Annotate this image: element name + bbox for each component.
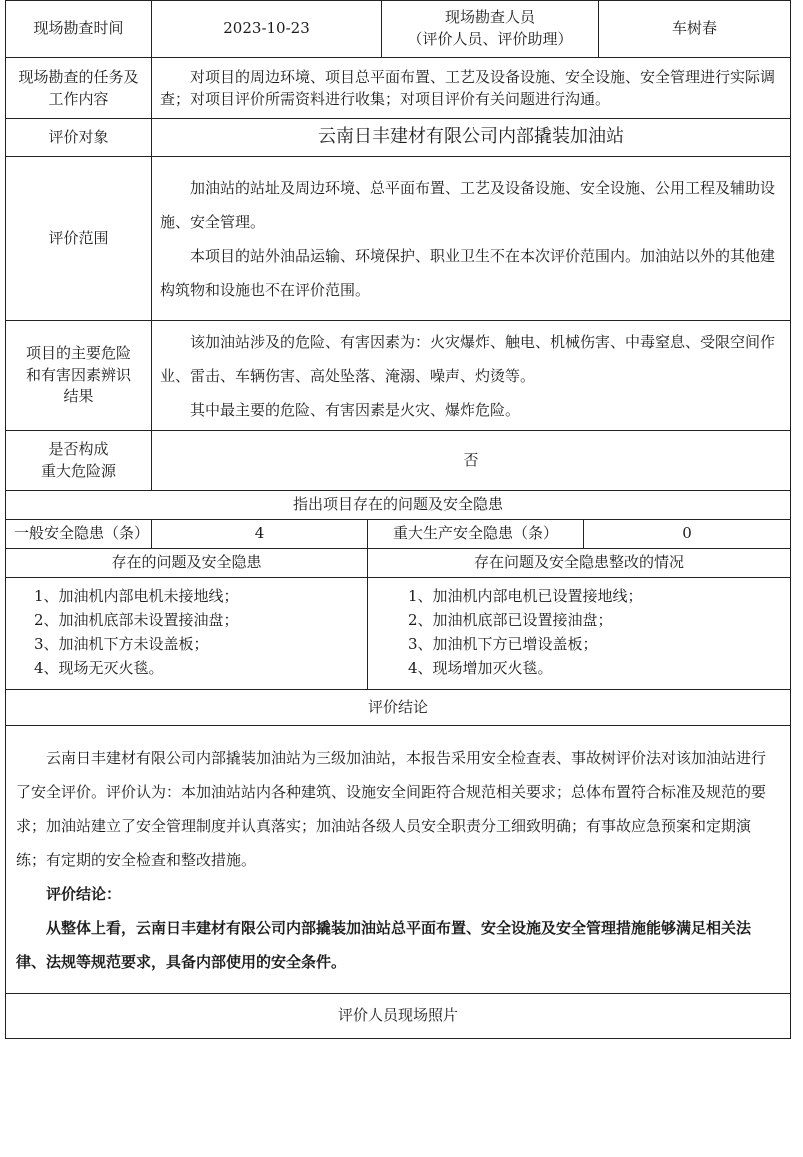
object-label: 评价对象 bbox=[6, 119, 152, 157]
conclusion-header: 评价结论 bbox=[6, 690, 791, 726]
rectification-list bbox=[368, 578, 791, 690]
major-hazard-value: 否 bbox=[152, 431, 791, 491]
major-hazard-label-line1: 是否构成 bbox=[48, 439, 109, 458]
list-item: 3、加油机下方未设盖板； bbox=[34, 635, 209, 653]
scope-para-1: 加油站的站址及周边环境、总平面布置、工艺及设备设施、安全设施、公用工程及辅助设施、安全管理。 bbox=[160, 178, 776, 231]
conclusion-bold-paragraph: 从整体上看，云南日丰建材有限公司内部撬装加油站总平面布置、安全设施及安全管理措施能够满足相关法律、法规等规范要求，具备内部使用的安全条件。 bbox=[16, 918, 752, 971]
list-item: 1、加油机内部电机未接地线； bbox=[34, 587, 239, 605]
hazards-label-line2: 和有害因素辨识 bbox=[25, 365, 131, 384]
conclusion-paragraph: 云南日丰建材有限公司内部撬装加油站为三级加油站，本报告采用安全检查表、事故树评价法对该加油站进行了安全评价。评价认为：本加油站站内各种建筑、设施安全间距符合规范相关要求；总体布置符合标准及规范的要求；加油站建立了安全管理制度并认真落实；加油站各级人员安全职责分工细致明确；有事故应急预案和定期演练；有定期的安全检查和整改措施。 bbox=[16, 748, 767, 869]
hazards-label bbox=[6, 321, 152, 431]
survey-time-label: 现场勘查时间 bbox=[6, 1, 152, 58]
survey-time-value: 2023-10-23 bbox=[152, 1, 382, 58]
general-hazard-count: 4 bbox=[152, 520, 368, 549]
hazards-para-1: 该加油站涉及的危险、有害因素为：火灾爆炸、触电、机械伤害、中毒窒息、受限空间作业、雷击、车辆伤害、高处坠落、淹溺、噪声、灼烫等。 bbox=[160, 332, 776, 385]
list-item: 1、加油机内部电机已设置接地线； bbox=[408, 587, 643, 605]
hazards-label-line3: 结果 bbox=[63, 387, 94, 406]
survey-personnel-label-line1: 现场勘查人员 bbox=[445, 8, 536, 27]
survey-personnel-value: 车树春 bbox=[599, 1, 791, 58]
conclusion-subhead: 评价结论： bbox=[46, 884, 122, 903]
general-hazard-label: 一般安全隐患（条） bbox=[6, 520, 152, 549]
survey-record-table bbox=[5, 0, 791, 1039]
list-item: 2、加油机底部未设置接油盘； bbox=[34, 611, 239, 629]
scope-label: 评价范围 bbox=[6, 157, 152, 321]
survey-personnel-label bbox=[382, 1, 599, 58]
major-hazard-label-line2: 重大危险源 bbox=[40, 461, 116, 480]
list-item: 3、加油机下方已增设盖板； bbox=[408, 635, 598, 653]
scope-para-2: 本项目的站外油品运输、环境保护、职业卫生不在本次评价范围内。加油站以外的其他建构筑物和设施也不在评价范围。 bbox=[160, 246, 776, 299]
problems-list bbox=[6, 578, 368, 690]
major-hazard-count: 0 bbox=[584, 520, 791, 549]
hazards-para-2: 其中最主要的危险、有害因素是火灾、爆炸危险。 bbox=[190, 400, 521, 419]
hazards-label-line1: 项目的主要危险 bbox=[25, 343, 131, 362]
list-item: 4、现场增加灭火毯。 bbox=[408, 659, 553, 677]
task-label: 现场勘查的任务及工作内容 bbox=[6, 58, 152, 119]
major-hazard-count-label: 重大生产安全隐患（条） bbox=[368, 520, 584, 549]
object-value: 云南日丰建材有限公司内部撬装加油站 bbox=[152, 119, 791, 157]
photos-header: 评价人员现场照片 bbox=[6, 994, 791, 1039]
list-item: 4、现场无灭火毯。 bbox=[34, 659, 164, 677]
survey-personnel-label-line2: （评价人员、评价助理） bbox=[407, 30, 573, 48]
issues-header: 指出项目存在的问题及安全隐患 bbox=[6, 491, 791, 520]
major-hazard-label bbox=[6, 431, 152, 491]
list-item: 2、加油机底部已设置接油盘； bbox=[408, 611, 613, 629]
task-content: 对项目的周边环境、项目总平面布置、工艺及设备设施、安全设施、安全管理进行实际调查；对项目评价所需资料进行收集；对项目评价有关问题进行沟通。 bbox=[160, 68, 776, 108]
problems-column-header: 存在的问题及安全隐患 bbox=[6, 549, 368, 578]
rectification-column-header: 存在问题及安全隐患整改的情况 bbox=[368, 549, 791, 578]
